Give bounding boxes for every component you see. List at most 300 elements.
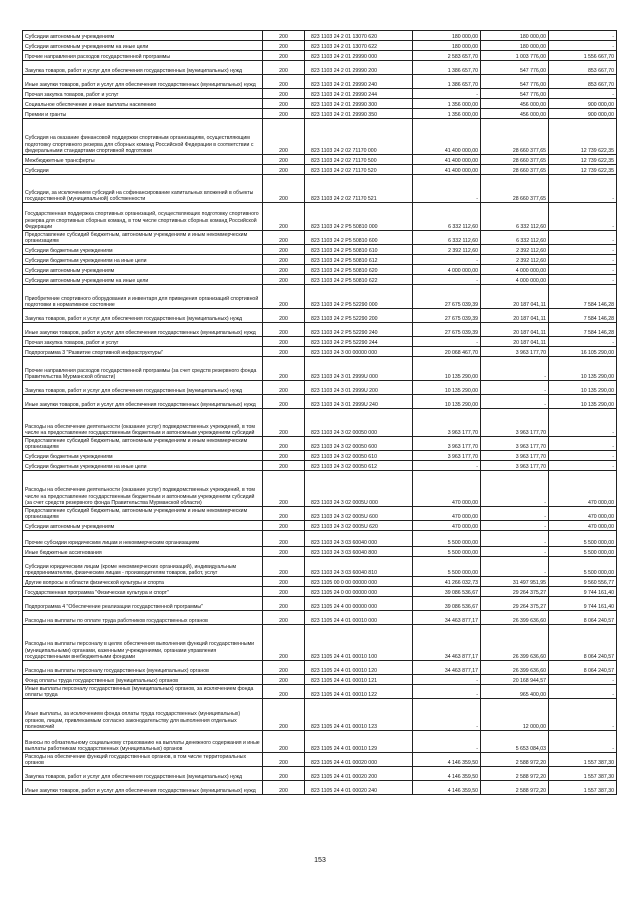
budget-table-sheet bbox=[22, 30, 616, 795]
row-classification: 823 1103 24 2 02 71170 520 bbox=[305, 165, 413, 175]
table-row bbox=[23, 337, 617, 347]
row-executed: 547 776,00 bbox=[481, 89, 549, 99]
row-classification: 823 1105 24 4 01 00010 129 bbox=[305, 731, 413, 753]
row-name: Закупка товаров, работ и услуг для обеспечения государственных (муниципальных) нужд bbox=[23, 381, 263, 395]
row-code: 200 bbox=[263, 347, 305, 357]
row-executed: - bbox=[481, 531, 549, 547]
row-name: Взносы по обязательному социальному страхованию на выплаты денежного содержания и иные выплаты работникам государственных (муниципальных) органов bbox=[23, 731, 263, 753]
row-code: 200 bbox=[263, 265, 305, 275]
row-approved: 41 266 032,73 bbox=[413, 577, 481, 587]
row-classification: 823 1103 24 3 00 00000 000 bbox=[305, 347, 413, 357]
row-classification: 823 1103 24 2 P5 52290 200 bbox=[305, 309, 413, 323]
row-approved: 6 332 112,60 bbox=[413, 203, 481, 231]
row-name: Расходы на обеспечение деятельности (оказание услуг) подведомственных учреждений, в том числе на предоставление государственным бюджетным и автономным учреждениям субсидий bbox=[23, 409, 263, 437]
row-name: Субсидии бюджетным учреждениям на иные цели bbox=[23, 255, 263, 265]
row-executed: 29 264 375,27 bbox=[481, 587, 549, 597]
table-row bbox=[23, 597, 617, 611]
row-code: 200 bbox=[263, 781, 305, 795]
row-classification: 823 1105 24 4 01 00020 200 bbox=[305, 767, 413, 781]
row-executed: 4 000 000,00 bbox=[481, 265, 549, 275]
row-approved: 5 500 000,00 bbox=[413, 547, 481, 557]
row-executed: 12 000,00 bbox=[481, 699, 549, 731]
row-name: Прочая закупка товаров, работ и услуг bbox=[23, 89, 263, 99]
table-row bbox=[23, 347, 617, 357]
row-unexecuted: - bbox=[549, 699, 617, 731]
row-unexecuted: 900 000,00 bbox=[549, 99, 617, 109]
row-executed: 2 588 972,20 bbox=[481, 767, 549, 781]
row-approved: 10 135 290,00 bbox=[413, 395, 481, 409]
row-code: 200 bbox=[263, 521, 305, 531]
row-classification: 823 1105 24 4 01 00010 121 bbox=[305, 675, 413, 685]
table-row bbox=[23, 31, 617, 41]
row-name: Иные бюджетные ассигнования bbox=[23, 547, 263, 557]
table-row bbox=[23, 109, 617, 119]
table-body bbox=[23, 31, 617, 795]
table-row bbox=[23, 731, 617, 753]
row-classification: 823 1103 24 2 02 71170 500 bbox=[305, 155, 413, 165]
row-approved: - bbox=[413, 89, 481, 99]
row-name: Расходы на выплаты персоналу в целях обеспечения выполнения функций государственными (муниципальными) органами, казенными учреждениями, органами управления государственными внебюджетными фондами bbox=[23, 625, 263, 661]
row-code: 200 bbox=[263, 409, 305, 437]
row-unexecuted: - bbox=[549, 245, 617, 255]
row-code: 200 bbox=[263, 337, 305, 347]
row-executed: 2 392 112,60 bbox=[481, 255, 549, 265]
row-code: 200 bbox=[263, 155, 305, 165]
row-classification: 823 1103 24 3 01 2999U 240 bbox=[305, 395, 413, 409]
row-approved: 4 000 000,00 bbox=[413, 265, 481, 275]
table-row bbox=[23, 587, 617, 597]
row-executed: 20 187 041,11 bbox=[481, 323, 549, 337]
row-unexecuted: 1 557 387,30 bbox=[549, 753, 617, 767]
table-row bbox=[23, 675, 617, 685]
row-approved: - bbox=[413, 337, 481, 347]
row-unexecuted: 1 557 387,30 bbox=[549, 767, 617, 781]
table-row bbox=[23, 767, 617, 781]
row-code: 200 bbox=[263, 285, 305, 309]
row-unexecuted: 12 739 622,35 bbox=[549, 165, 617, 175]
table-row bbox=[23, 531, 617, 547]
row-code: 200 bbox=[263, 451, 305, 461]
row-code: 200 bbox=[263, 309, 305, 323]
row-executed: 3 963 177,70 bbox=[481, 461, 549, 471]
table-row bbox=[23, 61, 617, 75]
row-approved: 4 146 359,50 bbox=[413, 781, 481, 795]
row-executed: 180 000,00 bbox=[481, 31, 549, 41]
row-classification: 823 1103 24 2 P5 52290 244 bbox=[305, 337, 413, 347]
row-name: Субсидии юридическим лицам (кроме некоммерческих организаций), индивидуальным предпринимателям, физическим лицам - производителям товаров, работ, услуг bbox=[23, 557, 263, 577]
table-row bbox=[23, 309, 617, 323]
row-classification: 823 1103 24 3 02 00050 600 bbox=[305, 437, 413, 451]
row-classification: 823 1105 24 4 01 00010 120 bbox=[305, 661, 413, 675]
row-executed: 29 264 375,27 bbox=[481, 597, 549, 611]
row-classification: 823 1103 24 3 03 60040 800 bbox=[305, 547, 413, 557]
row-unexecuted: 12 739 622,35 bbox=[549, 119, 617, 155]
row-executed: - bbox=[481, 521, 549, 531]
row-name: Субсидия на оказание финансовой поддержки спортивным организациям, осуществляющим подготовку спортивного резерва для сборных команд Российской Федерации в соответствии с федеральными стандартами спортивной подготовки bbox=[23, 119, 263, 155]
row-unexecuted: - bbox=[549, 437, 617, 451]
row-approved: - bbox=[413, 175, 481, 203]
row-name: Закупка товаров, работ и услуг для обеспечения государственных (муниципальных) нужд bbox=[23, 61, 263, 75]
table-row bbox=[23, 471, 617, 507]
table-row bbox=[23, 275, 617, 285]
row-executed: 3 963 177,70 bbox=[481, 409, 549, 437]
row-code: 200 bbox=[263, 437, 305, 451]
row-classification: 823 1103 24 2 P5 50810 000 bbox=[305, 203, 413, 231]
table-row bbox=[23, 577, 617, 587]
row-approved: - bbox=[413, 731, 481, 753]
row-approved: 20 068 467,70 bbox=[413, 347, 481, 357]
row-approved: - bbox=[413, 675, 481, 685]
row-classification: 823 1103 24 2 01 29990 300 bbox=[305, 99, 413, 109]
row-code: 200 bbox=[263, 231, 305, 245]
row-code: 200 bbox=[263, 75, 305, 89]
row-unexecuted: - bbox=[549, 337, 617, 347]
row-name: Другие вопросы в области физической культуры и спорта bbox=[23, 577, 263, 587]
row-approved: 27 675 039,39 bbox=[413, 309, 481, 323]
row-approved: 34 463 877,17 bbox=[413, 625, 481, 661]
row-name: Подпрограмма 3 "Развитие спортивной инфраструктуры" bbox=[23, 347, 263, 357]
row-unexecuted: 470 000,00 bbox=[549, 507, 617, 521]
row-executed: 26 399 636,60 bbox=[481, 661, 549, 675]
row-executed: 20 187 041,11 bbox=[481, 309, 549, 323]
row-executed: 26 399 636,60 bbox=[481, 611, 549, 625]
row-classification: 823 1103 24 2 01 29990 350 bbox=[305, 109, 413, 119]
row-classification: 823 1103 24 2 01 29990 200 bbox=[305, 61, 413, 75]
row-name: Субсидии бюджетным учреждениям bbox=[23, 451, 263, 461]
row-classification: 823 1103 24 2 02 71170 000 bbox=[305, 119, 413, 155]
row-name: Субсидии автономным учреждениям на иные цели bbox=[23, 41, 263, 51]
table-row bbox=[23, 753, 617, 767]
row-unexecuted: 5 500 000,00 bbox=[549, 531, 617, 547]
row-classification: 823 1105 24 4 01 00010 122 bbox=[305, 685, 413, 699]
row-name: Социальное обеспечение и иные выплаты населению bbox=[23, 99, 263, 109]
row-unexecuted: - bbox=[549, 409, 617, 437]
row-classification: 823 1103 24 3 01 2999U 000 bbox=[305, 357, 413, 381]
row-unexecuted: - bbox=[549, 451, 617, 461]
row-executed: 2 392 112,60 bbox=[481, 245, 549, 255]
row-approved: 180 000,00 bbox=[413, 41, 481, 51]
row-code: 200 bbox=[263, 175, 305, 203]
table-row bbox=[23, 99, 617, 109]
row-code: 200 bbox=[263, 381, 305, 395]
row-unexecuted: - bbox=[549, 685, 617, 699]
row-code: 200 bbox=[263, 41, 305, 51]
table-row bbox=[23, 265, 617, 275]
table-row bbox=[23, 119, 617, 155]
row-name: Закупка товаров, работ и услуг для обеспечения государственных (муниципальных) нужд bbox=[23, 767, 263, 781]
row-code: 200 bbox=[263, 119, 305, 155]
row-classification: 823 1105 24 4 01 00020 000 bbox=[305, 753, 413, 767]
row-classification: 823 1103 24 3 02 00050 612 bbox=[305, 461, 413, 471]
table-row bbox=[23, 507, 617, 521]
row-code: 200 bbox=[263, 31, 305, 41]
row-executed: 20 187 041,11 bbox=[481, 285, 549, 309]
table-row bbox=[23, 781, 617, 795]
row-classification: 823 1105 00 0 00 00000 000 bbox=[305, 577, 413, 587]
row-code: 200 bbox=[263, 753, 305, 767]
table-row bbox=[23, 395, 617, 409]
row-name: Иные закупки товаров, работ и услуг для обеспечения государственных (муниципальных) нужд bbox=[23, 781, 263, 795]
row-code: 200 bbox=[263, 61, 305, 75]
row-unexecuted: 7 584 146,28 bbox=[549, 309, 617, 323]
row-code: 200 bbox=[263, 587, 305, 597]
row-approved: 2 583 657,70 bbox=[413, 51, 481, 61]
row-code: 200 bbox=[263, 203, 305, 231]
row-code: 200 bbox=[263, 109, 305, 119]
row-approved: 470 000,00 bbox=[413, 521, 481, 531]
row-name: Государственная программа "Физическая культура и спорт" bbox=[23, 587, 263, 597]
row-code: 200 bbox=[263, 661, 305, 675]
row-classification: 823 1103 24 2 01 13070 620 bbox=[305, 31, 413, 41]
row-classification: 823 1103 24 3 02 0005U 620 bbox=[305, 521, 413, 531]
row-name: Предоставление субсидий бюджетным, автономным учреждениям и иным некоммерческим организациям bbox=[23, 231, 263, 245]
row-classification: 823 1105 24 4 01 00010 000 bbox=[305, 611, 413, 625]
table-row bbox=[23, 381, 617, 395]
row-unexecuted: 1 556 667,70 bbox=[549, 51, 617, 61]
row-name: Субсидии бюджетным учреждениям на иные цели bbox=[23, 461, 263, 471]
row-name: Государственная поддержка спортивных организаций, осуществляющих подготовку спортивного резерва для спортивных сборных команд, в том числе спортивных сборных команд Российской Федерации bbox=[23, 203, 263, 231]
row-classification: 823 1103 24 2 P5 52290 240 bbox=[305, 323, 413, 337]
table-row bbox=[23, 203, 617, 231]
row-unexecuted: - bbox=[549, 265, 617, 275]
row-executed: - bbox=[481, 547, 549, 557]
row-classification: 823 1103 24 2 P5 50810 622 bbox=[305, 275, 413, 285]
table-row bbox=[23, 155, 617, 165]
row-executed: - bbox=[481, 381, 549, 395]
row-unexecuted: 853 667,70 bbox=[549, 61, 617, 75]
row-approved: 1 356 000,00 bbox=[413, 99, 481, 109]
row-classification: 823 1103 24 3 01 2999U 200 bbox=[305, 381, 413, 395]
row-approved: 3 963 177,70 bbox=[413, 451, 481, 461]
row-executed: 6 332 112,60 bbox=[481, 231, 549, 245]
row-approved: 5 500 000,00 bbox=[413, 531, 481, 547]
row-executed: 1 003 776,00 bbox=[481, 51, 549, 61]
row-name: Предоставление субсидий бюджетным, автономным учреждениям и иным некоммерческим организациям bbox=[23, 437, 263, 451]
row-code: 200 bbox=[263, 255, 305, 265]
row-executed: 20 187 041,11 bbox=[481, 337, 549, 347]
row-name: Иные выплаты персоналу государственных (муниципальных) органов, за исключением фонда оплаты труда bbox=[23, 685, 263, 699]
row-code: 200 bbox=[263, 395, 305, 409]
row-code: 200 bbox=[263, 99, 305, 109]
row-classification: 823 1103 24 2 01 29990 244 bbox=[305, 89, 413, 99]
row-classification: 823 1103 24 2 P5 50810 610 bbox=[305, 245, 413, 255]
row-name: Субсидии bbox=[23, 165, 263, 175]
row-code: 200 bbox=[263, 245, 305, 255]
row-approved: 41 400 000,00 bbox=[413, 155, 481, 165]
row-executed: - bbox=[481, 357, 549, 381]
table-row bbox=[23, 165, 617, 175]
row-approved: 27 675 039,39 bbox=[413, 285, 481, 309]
row-code: 200 bbox=[263, 461, 305, 471]
row-approved: 6 332 112,60 bbox=[413, 231, 481, 245]
row-approved: 34 463 877,17 bbox=[413, 661, 481, 675]
row-executed: - bbox=[481, 471, 549, 507]
row-code: 200 bbox=[263, 89, 305, 99]
row-unexecuted: 10 135 290,00 bbox=[549, 357, 617, 381]
row-approved: 470 000,00 bbox=[413, 471, 481, 507]
row-executed: 180 000,00 bbox=[481, 41, 549, 51]
table-row bbox=[23, 255, 617, 265]
row-executed: - bbox=[481, 395, 549, 409]
row-unexecuted: 12 739 622,35 bbox=[549, 155, 617, 165]
row-approved: - bbox=[413, 461, 481, 471]
row-code: 200 bbox=[263, 685, 305, 699]
table-row bbox=[23, 699, 617, 731]
table-row bbox=[23, 245, 617, 255]
row-code: 200 bbox=[263, 507, 305, 521]
row-executed: 28 660 377,65 bbox=[481, 175, 549, 203]
row-executed: 456 000,00 bbox=[481, 99, 549, 109]
row-name: Субсидии бюджетным учреждениям bbox=[23, 245, 263, 255]
row-approved: 10 135 290,00 bbox=[413, 381, 481, 395]
row-name: Субсидии автономным учреждениям на иные цели bbox=[23, 275, 263, 285]
row-code: 200 bbox=[263, 731, 305, 753]
row-classification: 823 1103 24 2 P5 52290 000 bbox=[305, 285, 413, 309]
row-unexecuted: - bbox=[549, 89, 617, 99]
table-row bbox=[23, 437, 617, 451]
row-code: 200 bbox=[263, 557, 305, 577]
row-name: Подпрограмма 4 "Обеспечение реализации государственной программы" bbox=[23, 597, 263, 611]
row-approved: 41 400 000,00 bbox=[413, 165, 481, 175]
row-code: 200 bbox=[263, 611, 305, 625]
row-unexecuted: 470 000,00 bbox=[549, 471, 617, 507]
row-executed: 5 653 084,03 bbox=[481, 731, 549, 753]
row-executed: 31 497 951,95 bbox=[481, 577, 549, 587]
row-classification: 823 1103 24 2 01 13070 622 bbox=[305, 41, 413, 51]
row-approved: 39 086 536,67 bbox=[413, 587, 481, 597]
row-name: Прочие направления расходов государственной программы (за счет средств резервного фонда Правительства Мурманской области) bbox=[23, 357, 263, 381]
row-classification: 823 1103 24 2 P5 50810 600 bbox=[305, 231, 413, 245]
row-name: Расходы на выплаты по оплате труда работников государственных органов bbox=[23, 611, 263, 625]
row-executed: 456 000,00 bbox=[481, 109, 549, 119]
row-classification: 823 1105 24 4 01 00010 100 bbox=[305, 625, 413, 661]
row-unexecuted: - bbox=[549, 275, 617, 285]
row-classification: 823 1105 24 4 01 00020 240 bbox=[305, 781, 413, 795]
row-approved: - bbox=[413, 255, 481, 265]
row-classification: 823 1105 24 0 00 00000 000 bbox=[305, 587, 413, 597]
table-row bbox=[23, 175, 617, 203]
row-approved: 4 146 359,50 bbox=[413, 753, 481, 767]
row-approved: - bbox=[413, 275, 481, 285]
row-name: Субсидии автономным учреждениям bbox=[23, 521, 263, 531]
row-unexecuted: 10 135 290,00 bbox=[549, 381, 617, 395]
table-row bbox=[23, 547, 617, 557]
row-unexecuted: 5 500 000,00 bbox=[549, 557, 617, 577]
row-executed: 3 963 177,70 bbox=[481, 347, 549, 357]
row-code: 200 bbox=[263, 323, 305, 337]
row-classification: 823 1103 24 2 P5 50810 612 bbox=[305, 255, 413, 265]
row-unexecuted: - bbox=[549, 255, 617, 265]
row-executed: 2 588 972,20 bbox=[481, 781, 549, 795]
row-classification: 823 1103 24 3 02 00050 000 bbox=[305, 409, 413, 437]
budget-execution-table bbox=[22, 30, 617, 795]
row-executed: - bbox=[481, 557, 549, 577]
row-classification: 823 1105 24 4 00 00000 000 bbox=[305, 597, 413, 611]
row-code: 200 bbox=[263, 625, 305, 661]
row-code: 200 bbox=[263, 597, 305, 611]
row-unexecuted: 8 064 240,57 bbox=[549, 611, 617, 625]
row-approved: 4 146 359,50 bbox=[413, 767, 481, 781]
row-classification: 823 1103 24 3 03 60040 000 bbox=[305, 531, 413, 547]
row-classification: 823 1103 24 3 03 60040 810 bbox=[305, 557, 413, 577]
row-executed: 20 168 944,57 bbox=[481, 675, 549, 685]
table-row bbox=[23, 75, 617, 89]
row-executed: 26 399 636,60 bbox=[481, 625, 549, 661]
row-unexecuted: 9 744 161,40 bbox=[549, 587, 617, 597]
row-name: Межбюджетные трансферты bbox=[23, 155, 263, 165]
row-unexecuted: - bbox=[549, 675, 617, 685]
row-name: Расходы на обеспечение функций государственных органов, в том числе территориальных органов bbox=[23, 753, 263, 767]
row-classification: 823 1103 24 3 02 00050 610 bbox=[305, 451, 413, 461]
row-code: 200 bbox=[263, 577, 305, 587]
row-approved: - bbox=[413, 685, 481, 699]
row-name: Иные закупки товаров, работ и услуг для обеспечения государственных (муниципальных) нужд bbox=[23, 323, 263, 337]
row-approved: 27 675 039,39 bbox=[413, 323, 481, 337]
row-approved: 10 135 290,00 bbox=[413, 357, 481, 381]
row-executed: 2 588 972,20 bbox=[481, 753, 549, 767]
row-approved: 470 000,00 bbox=[413, 507, 481, 521]
row-name: Прочие направления расходов государственной программы bbox=[23, 51, 263, 61]
table-row bbox=[23, 51, 617, 61]
row-executed: 965 400,00 bbox=[481, 685, 549, 699]
row-unexecuted: - bbox=[549, 41, 617, 51]
table-row bbox=[23, 521, 617, 531]
row-name: Субсидии, за исключением субсидий на софинансирование капитальных вложений в объекты государственной (муниципальной) собственности bbox=[23, 175, 263, 203]
row-code: 200 bbox=[263, 547, 305, 557]
row-classification: 823 1103 24 3 02 0005U 600 bbox=[305, 507, 413, 521]
table-row bbox=[23, 451, 617, 461]
table-row bbox=[23, 89, 617, 99]
row-unexecuted: 8 064 240,57 bbox=[549, 625, 617, 661]
row-unexecuted: - bbox=[549, 203, 617, 231]
row-approved: 3 963 177,70 bbox=[413, 409, 481, 437]
row-approved: 5 500 000,00 bbox=[413, 557, 481, 577]
row-name: Иные выплаты, за исключением фонда оплаты труда государственных (муниципальных) органов, лицам, привлекаемым согласно законодательству для выполнения отдельных полномочий bbox=[23, 699, 263, 731]
row-executed: 28 660 377,65 bbox=[481, 165, 549, 175]
row-code: 200 bbox=[263, 675, 305, 685]
row-name: Прочая закупка товаров, работ и услуг bbox=[23, 337, 263, 347]
page-number: 153 bbox=[314, 857, 326, 864]
row-executed: 28 660 377,65 bbox=[481, 155, 549, 165]
row-name: Субсидии автономным учреждениям bbox=[23, 31, 263, 41]
table-row bbox=[23, 685, 617, 699]
row-classification: 823 1103 24 2 01 29990 240 bbox=[305, 75, 413, 89]
row-executed: - bbox=[481, 507, 549, 521]
row-code: 200 bbox=[263, 531, 305, 547]
row-name: Субсидии автономным учреждениям bbox=[23, 265, 263, 275]
row-unexecuted: - bbox=[549, 461, 617, 471]
row-classification: 823 1103 24 2 02 71170 521 bbox=[305, 175, 413, 203]
row-unexecuted: 900 000,00 bbox=[549, 109, 617, 119]
row-unexecuted: 8 064 240,57 bbox=[549, 661, 617, 675]
row-unexecuted: 7 584 146,28 bbox=[549, 285, 617, 309]
row-approved: 39 086 536,67 bbox=[413, 597, 481, 611]
row-name: Закупка товаров, работ и услуг для обеспечения государственных (муниципальных) нужд bbox=[23, 309, 263, 323]
table-row bbox=[23, 625, 617, 661]
row-name: Предоставление субсидий бюджетным, автономным учреждениям и иным некоммерческим организациям bbox=[23, 507, 263, 521]
row-approved: 34 463 877,17 bbox=[413, 611, 481, 625]
table-row bbox=[23, 557, 617, 577]
row-code: 200 bbox=[263, 767, 305, 781]
row-unexecuted: 7 584 146,28 bbox=[549, 323, 617, 337]
row-unexecuted: 853 667,70 bbox=[549, 75, 617, 89]
row-approved: 1 386 657,70 bbox=[413, 75, 481, 89]
row-unexecuted: 9 744 161,40 bbox=[549, 597, 617, 611]
row-name: Премии и гранты bbox=[23, 109, 263, 119]
row-approved: 41 400 000,00 bbox=[413, 119, 481, 155]
row-approved: - bbox=[413, 699, 481, 731]
row-approved: 2 392 112,60 bbox=[413, 245, 481, 255]
